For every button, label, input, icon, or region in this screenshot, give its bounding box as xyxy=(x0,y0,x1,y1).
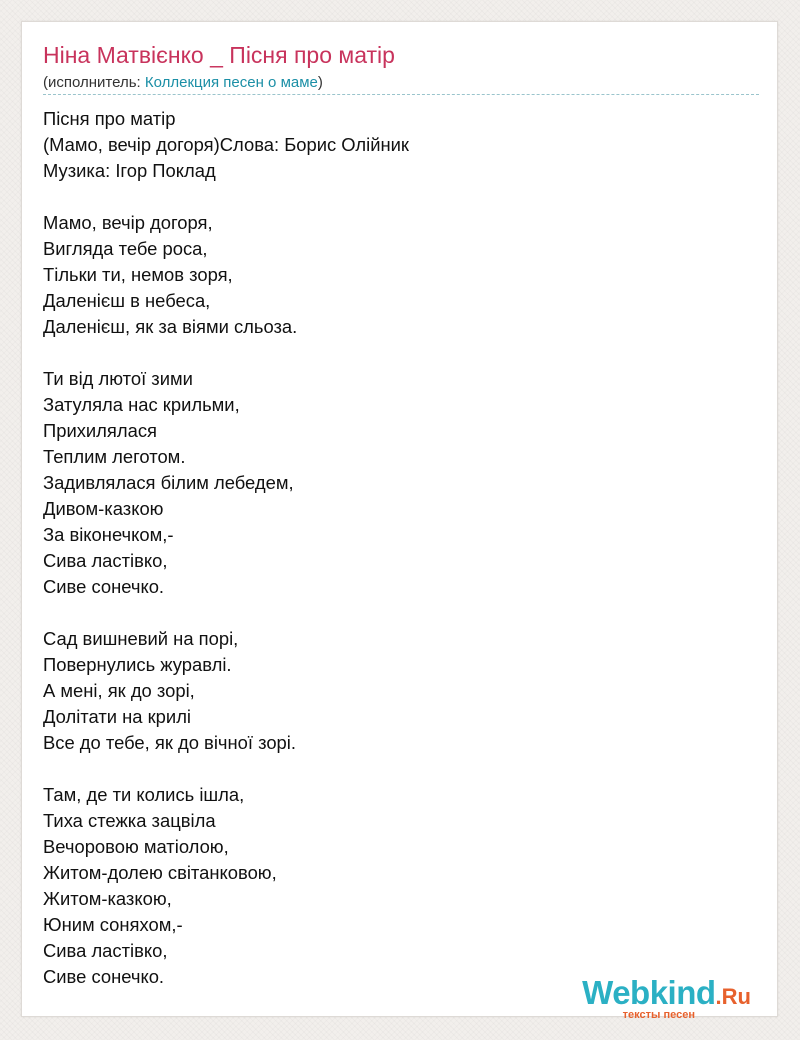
lyrics-text xyxy=(43,106,759,990)
artist-meta xyxy=(43,74,323,91)
lyric-line: Пісня про матір xyxy=(43,108,176,129)
lyric-line: Затуляла нас крильми, xyxy=(43,394,240,415)
lyric-line: Тиха стежка зацвіла xyxy=(43,810,216,831)
lyric-line: Даленієш, як за віями сльоза. xyxy=(43,316,298,337)
lyric-line: Повернулись журавлі. xyxy=(43,654,232,675)
lyric-line: Сива ластівко, xyxy=(43,550,168,571)
lyric-line: Дивом-казкою xyxy=(43,498,164,519)
webkind-logo[interactable] xyxy=(561,974,751,1024)
lyric-line: Сад вишневий на порі, xyxy=(43,628,239,649)
lyric-line: За віконечком,- xyxy=(43,524,174,545)
lyric-line: Ти від лютої зими xyxy=(43,368,193,389)
artist-prefix: (исполнитель: xyxy=(43,74,145,91)
lyric-line: Сиве сонечко. xyxy=(43,966,165,987)
artist-suffix: ) xyxy=(317,74,323,91)
lyric-line: Житом-казкою, xyxy=(43,888,172,909)
lyric-line: Там, де ти колись ішла, xyxy=(43,784,245,805)
lyric-line: Долітати на крилі xyxy=(43,706,192,727)
lyric-line: Вечоровою матіолою, xyxy=(43,836,229,857)
lyric-line: А мені, як до зорі, xyxy=(43,680,195,701)
lyric-line: Житом-долею світанковою, xyxy=(43,862,277,883)
lyric-line: Юним соняхом,- xyxy=(43,914,183,935)
lyric-line: Все до тебе, як до вічної зорі. xyxy=(43,732,296,753)
stanza-gap xyxy=(43,756,759,782)
logo-tagline: тексты песен xyxy=(622,1009,695,1021)
lyric-line: Вигляда тебе роса, xyxy=(43,238,208,259)
lyric-line: Прихилялася xyxy=(43,420,157,441)
lyric-line: Даленієш в небеса, xyxy=(43,290,211,311)
lyric-line: Задивлялася білим лебедем, xyxy=(43,472,294,493)
lyric-line: Сива ластівко, xyxy=(43,940,168,961)
lyric-line: (Мамо, вечір догоря)Слова: Борис Олійник xyxy=(43,134,409,155)
logo-suffix: .Ru xyxy=(715,984,751,1009)
stanza-gap xyxy=(43,184,759,210)
title-divider xyxy=(43,94,759,95)
stanza-gap xyxy=(43,340,759,366)
lyric-line: Сиве сонечко. xyxy=(43,576,165,597)
lyric-line: Теплим леготом. xyxy=(43,446,186,467)
lyrics-card xyxy=(21,21,778,1021)
artist-link[interactable]: Коллекция песен о маме xyxy=(144,74,318,91)
lyric-line: Музика: Ігор Поклад xyxy=(43,160,216,181)
page-title: Ніна Матвієнко _ Пісня про матір xyxy=(43,42,395,68)
lyric-line: Тільки ти, немов зоря, xyxy=(43,264,233,285)
lyric-line: Мамо, вечір догоря, xyxy=(43,212,213,233)
logo-wordmark xyxy=(582,974,751,1012)
logo-word: Webkind xyxy=(582,974,716,1011)
stanza-gap xyxy=(43,600,759,626)
